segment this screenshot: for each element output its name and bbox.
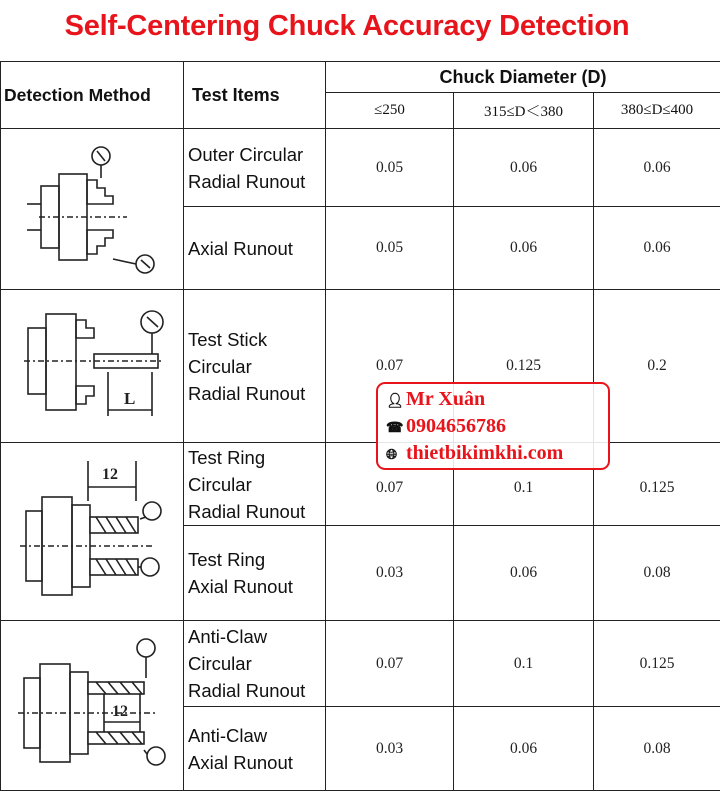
test-item-line: Anti-Claw <box>188 724 268 746</box>
test-item-line: Radial Runout <box>188 680 306 701</box>
value-cell: 0.125 <box>594 621 720 707</box>
header-size-2: 315≤D＜380 <box>454 93 594 129</box>
accuracy-table <box>0 61 720 791</box>
value-cell: 0.06 <box>454 707 594 791</box>
dimension-label: L <box>124 389 136 408</box>
header-test-items: Test Items <box>184 62 326 129</box>
value-cell: 0.06 <box>454 207 594 290</box>
value-cell: 0.125 <box>454 290 594 443</box>
contact-website: thietbikimkhi.com <box>406 442 564 464</box>
figure-cell <box>1 443 184 621</box>
value-cell: 0.2 <box>594 290 720 443</box>
chuck-test-ring-figure <box>12 447 172 617</box>
value-cell: 0.07 <box>326 621 454 707</box>
table-row <box>1 129 720 207</box>
value-cell: 0.06 <box>594 207 720 290</box>
test-item-line: Circular <box>188 653 252 674</box>
value-cell: 0.08 <box>594 526 720 621</box>
value-cell: 0.1 <box>454 443 594 526</box>
header-chuck-diameter: Chuck Diameter (D) <box>326 62 720 93</box>
contact-phone: 0904656786 <box>406 415 506 437</box>
test-item-line: Outer Circular <box>188 143 304 165</box>
header-size-3: 380≤D≤400 <box>594 93 720 129</box>
phone-icon: ☎ <box>386 421 404 436</box>
test-item-line: Radial Runout <box>188 500 306 522</box>
value-cell: 0.03 <box>326 707 454 791</box>
dimension-label: 12 <box>112 702 128 720</box>
value-cell: 0.05 <box>326 129 454 207</box>
chuck-anti-claw-figure <box>12 626 172 786</box>
figure-cell <box>1 290 184 443</box>
value-cell: 0.1 <box>454 621 594 707</box>
contact-website-row <box>386 440 608 467</box>
chuck-dial-outer-axial-figure <box>17 134 167 284</box>
header-size-1: ≤250 <box>326 93 454 129</box>
value-cell: 0.03 <box>326 526 454 621</box>
value-cell: 0.05 <box>326 207 454 290</box>
test-item-line: Axial Runout <box>188 237 293 259</box>
header-detection-method: Detection Method <box>1 62 184 129</box>
test-item-line: Test Ring <box>188 446 266 468</box>
contact-watermark <box>376 382 610 470</box>
contact-name: Mr Xuân <box>406 388 486 410</box>
chuck-test-stick-figure <box>12 296 172 436</box>
test-item-line: Anti-Claw <box>188 626 268 647</box>
table-row <box>1 443 720 526</box>
value-cell: 0.07 <box>326 443 454 526</box>
test-item-line: Radial Runout <box>188 170 306 192</box>
table-row <box>1 290 720 443</box>
value-cell: 0.06 <box>454 129 594 207</box>
value-cell: 0.08 <box>594 707 720 791</box>
page-title: Self-Centering Chuck Accuracy Detection <box>64 10 630 42</box>
test-item-line: Axial Runout <box>188 576 293 597</box>
figure-cell <box>1 621 184 791</box>
test-item-line: Axial Runout <box>188 751 293 773</box>
value-cell: 0.06 <box>454 526 594 621</box>
person-icon: 👤︎ <box>386 394 404 409</box>
dimension-label: 12 <box>102 465 118 483</box>
test-item-line: Radial Runout <box>188 382 306 404</box>
test-item-line: Circular <box>188 473 252 495</box>
value-cell: 0.06 <box>594 129 720 207</box>
globe-icon: 🌐︎ <box>386 448 398 463</box>
value-cell: 0.07 <box>326 290 454 443</box>
test-item-line: Test Stick <box>188 328 268 350</box>
contact-name-row <box>386 386 608 413</box>
value-cell: 0.125 <box>594 443 720 526</box>
test-item-line: Test Ring <box>188 549 266 570</box>
figure-cell <box>1 129 184 290</box>
contact-phone-row <box>386 413 608 440</box>
test-item-line: Circular <box>188 355 252 377</box>
table-row <box>1 621 720 707</box>
